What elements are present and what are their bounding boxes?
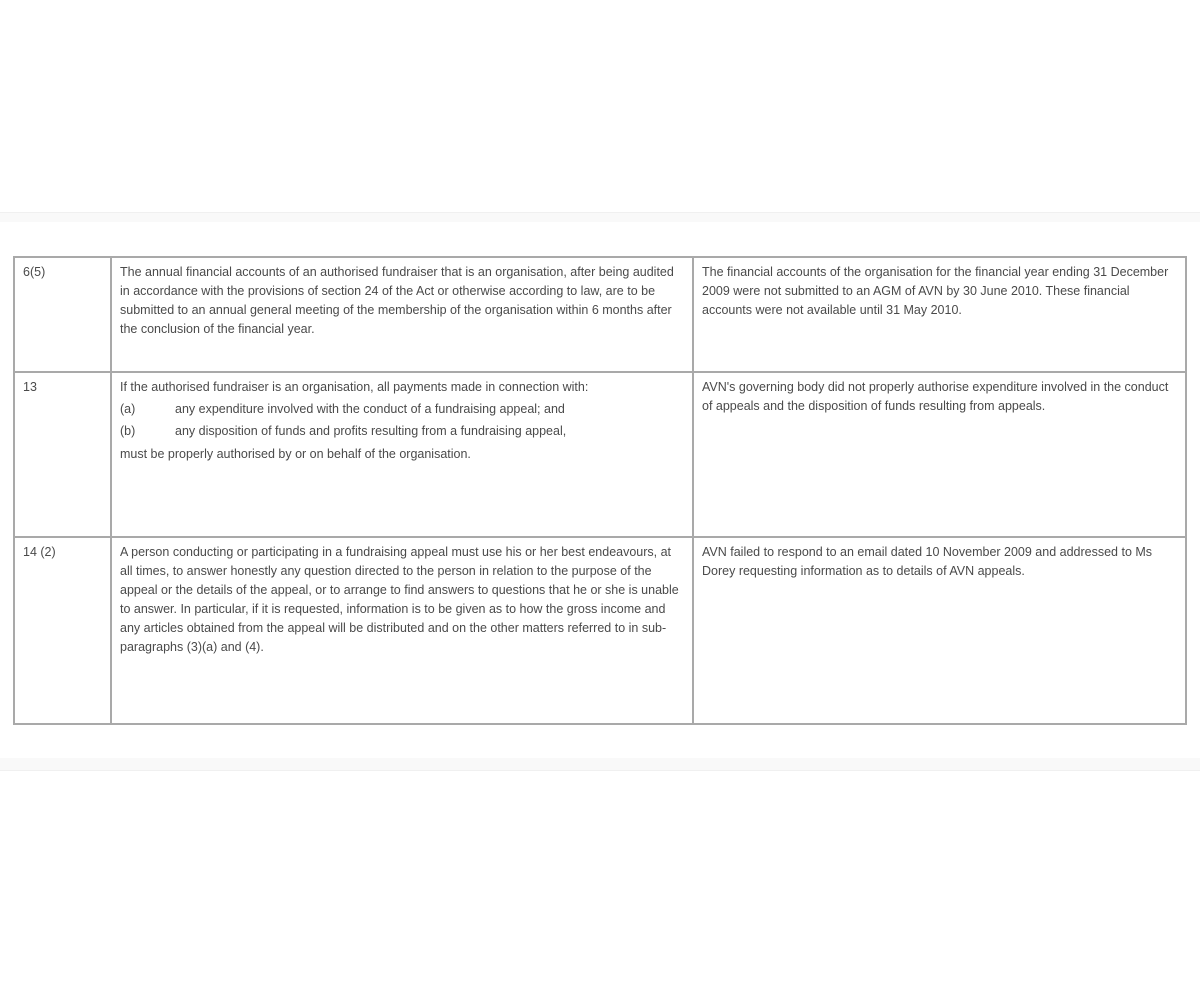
item-label: (b)	[120, 424, 136, 438]
requirement-cell	[111, 537, 693, 724]
item-text: any expenditure involved with the conduct of a fundraising appeal; and	[175, 402, 565, 416]
table-row	[14, 257, 1186, 372]
finding-text: AVN's governing body did not properly authorise expenditure involved in the conduct of appeals and the disposition of funds resulting from appeals.	[702, 380, 1169, 413]
requirement-text: A person conducting or participating in a fundraising appeal must use his or her best endeavours, at all times, to answer honestly any question directed to the person in relation to the purpose of the appeal or the details of the appeal, or to arrange to find answers to questions that he or she is unable to answer. In particular, if it is requested, information is to be given as to how the gross income and any articles obtained from the appeal will be distributed and on the other matters referred to in sub-paragraphs (3)(a) and (4).	[120, 545, 679, 654]
compliance-table	[13, 256, 1187, 725]
requirement-intro: If the authorised fundraiser is an organisation, all payments made in connection with:	[120, 380, 589, 394]
section-number: 13	[23, 380, 37, 394]
item-label: (a)	[120, 402, 136, 416]
finding-cell	[693, 372, 1186, 537]
finding-text: The financial accounts of the organisation for the financial year ending 31 December 2009 were not submitted to an AGM of AVN by 30 June 2010. These financial accounts were not available until 31 May 2010.	[702, 265, 1169, 317]
section-cell	[14, 537, 111, 724]
requirement-text: The annual financial accounts of an authorised fundraiser that is an organisation, after being audited in accordance with the provisions of section 24 of the Act or otherwise according to law, are to be submitted to an annual general meeting of the membership of the organisation within 6 months after the conclusion of the financial year.	[120, 265, 674, 336]
section-number: 6(5)	[23, 265, 46, 279]
item-text: any disposition of funds and profits resulting from a fundraising appeal,	[175, 424, 567, 438]
section-cell	[14, 372, 111, 537]
requirement-item	[120, 400, 684, 419]
section-cell	[14, 257, 111, 372]
section-number: 14 (2)	[23, 545, 56, 559]
table-row	[14, 537, 1186, 724]
requirement-item	[120, 422, 684, 441]
table-row	[14, 372, 1186, 537]
requirement-cell	[111, 372, 693, 537]
finding-cell	[693, 257, 1186, 372]
finding-cell	[693, 537, 1186, 724]
requirement-cell	[111, 257, 693, 372]
finding-text: AVN failed to respond to an email dated 10 November 2009 and addressed to Ms Dorey requesting information as to details of AVN appeals.	[702, 545, 1153, 578]
requirement-tail: must be properly authorised by or on behalf of the organisation.	[120, 447, 471, 461]
